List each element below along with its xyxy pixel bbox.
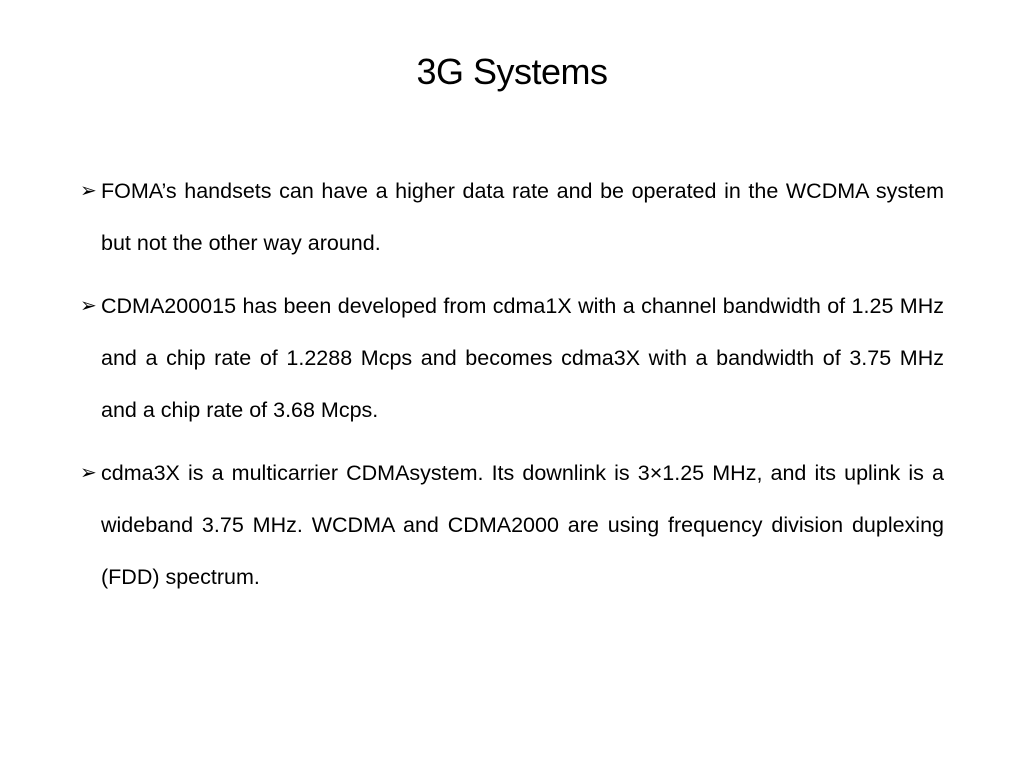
arrowhead-bullet-icon: ➢	[80, 462, 97, 484]
bullet-text: cdma3X is a multicarrier CDMAsystem. Its downlink is 3×1.25 MHz, and its uplink is a wideband 3.75 MHz. WCDMA and CDMA2000 are using frequency division duplexing (FDD) spectrum.	[101, 461, 944, 589]
bullet-item	[80, 447, 944, 603]
arrowhead-bullet-icon: ➢	[80, 180, 97, 202]
bullet-item	[80, 165, 944, 269]
bullet-text: CDMA200015 has been developed from cdma1X with a channel bandwidth of 1.25 MHz and a chip rate of 1.2288 Mcps and becomes cdma3X with a bandwidth of 3.75 MHz and a chip rate of 3.68 Mcps.	[101, 294, 944, 422]
arrowhead-bullet-icon: ➢	[80, 295, 97, 317]
slide-title: 3G Systems	[416, 51, 608, 92]
bullet-list	[80, 165, 944, 614]
bullet-item	[80, 280, 944, 436]
bullet-text: FOMA’s handsets can have a higher data rate and be operated in the WCDMA system but not the other way around.	[101, 179, 944, 255]
